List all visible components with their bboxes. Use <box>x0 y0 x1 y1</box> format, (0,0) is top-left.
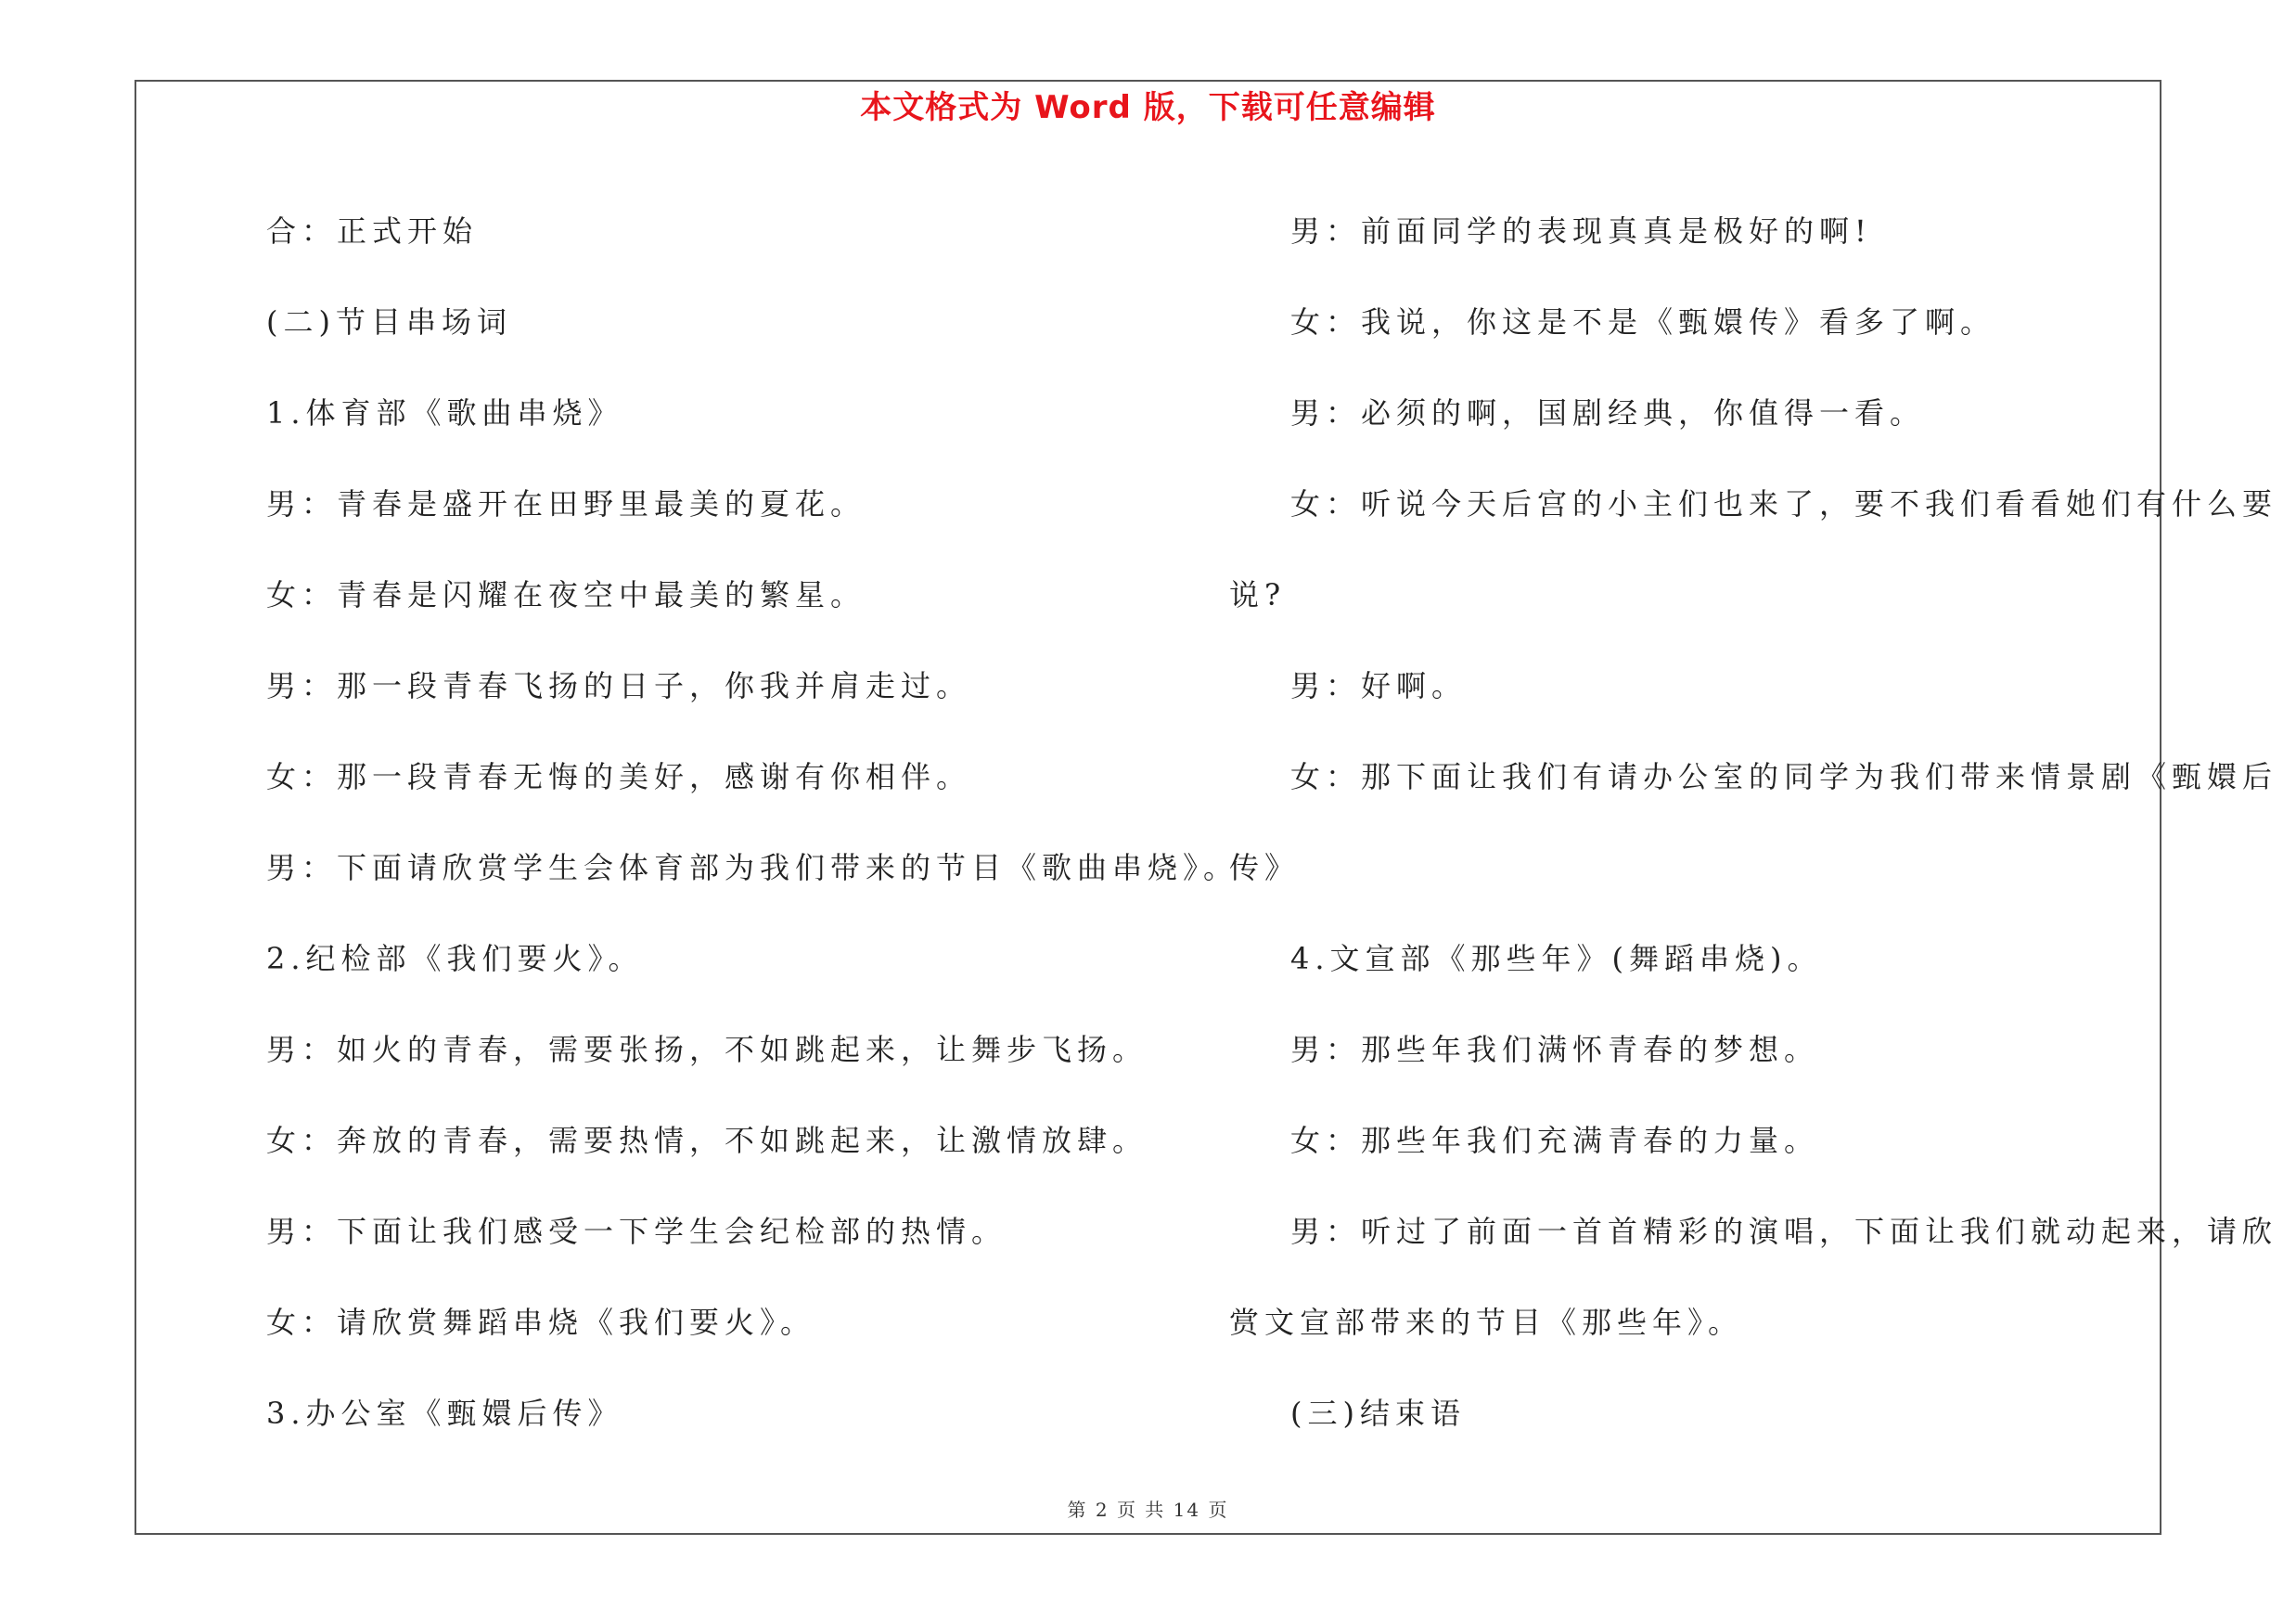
paragraph-line: 男：下面让我们感受一下学生会纪检部的热情。 <box>266 1214 1007 1249</box>
paragraph-line: 男：如火的青春，需要张扬，不如跳起来，让舞步飞扬。 <box>266 1032 1148 1067</box>
paragraph-line: 女：那下面让我们有请办公室的同学为我们带来情景剧《甄嬛后 <box>1290 759 2278 794</box>
paragraph-line: 男：那一段青春飞扬的日子，你我并肩走过。 <box>266 668 972 703</box>
item-heading: 2.纪检部《我们要火》。 <box>266 941 644 976</box>
item-heading: 3.办公室《甄嬛后传》 <box>266 1396 623 1431</box>
paragraph-line: 女：青春是闪耀在夜空中最美的繁星。 <box>266 577 866 612</box>
paragraph-line: 女：请欣赏舞蹈串烧《我们要火》。 <box>266 1305 816 1340</box>
section-heading: (二)节目串场词 <box>266 304 512 340</box>
paragraph-line-continuation: 传》 <box>1229 850 1301 885</box>
paragraph-line: 合：正式开始 <box>266 213 479 249</box>
paragraph-line: 男：青春是盛开在田野里最美的夏花。 <box>266 486 866 522</box>
page-number-footer: 第 2 页 共 14 页 <box>1067 1499 1229 1521</box>
paragraph-line: 男：听过了前面一首首精彩的演唱，下面让我们就动起来，请欣 <box>1290 1214 2278 1249</box>
paragraph-line: 男：下面请欣赏学生会体育部为我们带来的节目《歌曲串烧》。 <box>266 850 1239 885</box>
paragraph-line: 女：那些年我们充满青春的力量。 <box>1290 1123 1820 1158</box>
paragraph-line-continuation: 说? <box>1229 577 1287 612</box>
paragraph-line: 男：那些年我们满怀青春的梦想。 <box>1290 1032 1820 1067</box>
right-column <box>1229 186 2278 1459</box>
item-heading: 4.文宣部《那些年》(舞蹈串烧)。 <box>1290 941 1823 976</box>
paragraph-line: 女：我说，你这是不是《甄嬛传》看多了啊。 <box>1290 304 1996 340</box>
paragraph-line: 女：奔放的青春，需要热情，不如跳起来，让激情放肆。 <box>266 1123 1148 1158</box>
paragraph-line: 女：那一段青春无悔的美好，感谢有你相伴。 <box>266 759 972 794</box>
document-header-title: 本文格式为 Word 版，下载可任意编辑 <box>860 89 1436 126</box>
paragraph-line: 男：好啊。 <box>1290 668 1468 703</box>
paragraph-line: 男：前面同学的表现真真是极好的啊! <box>1290 213 1872 249</box>
paragraph-line-continuation: 赏文宣部带来的节目《那些年》。 <box>1229 1305 1744 1340</box>
section-heading: (三)结束语 <box>1290 1396 1466 1431</box>
paragraph-line: 女：听说今天后宫的小主们也来了，要不我们看看她们有什么要 <box>1290 486 2278 522</box>
item-heading: 1.体育部《歌曲串烧》 <box>266 395 623 431</box>
paragraph-line: 男：必须的啊，国剧经典，你值得一看。 <box>1290 395 1926 431</box>
left-column <box>266 186 1239 1459</box>
